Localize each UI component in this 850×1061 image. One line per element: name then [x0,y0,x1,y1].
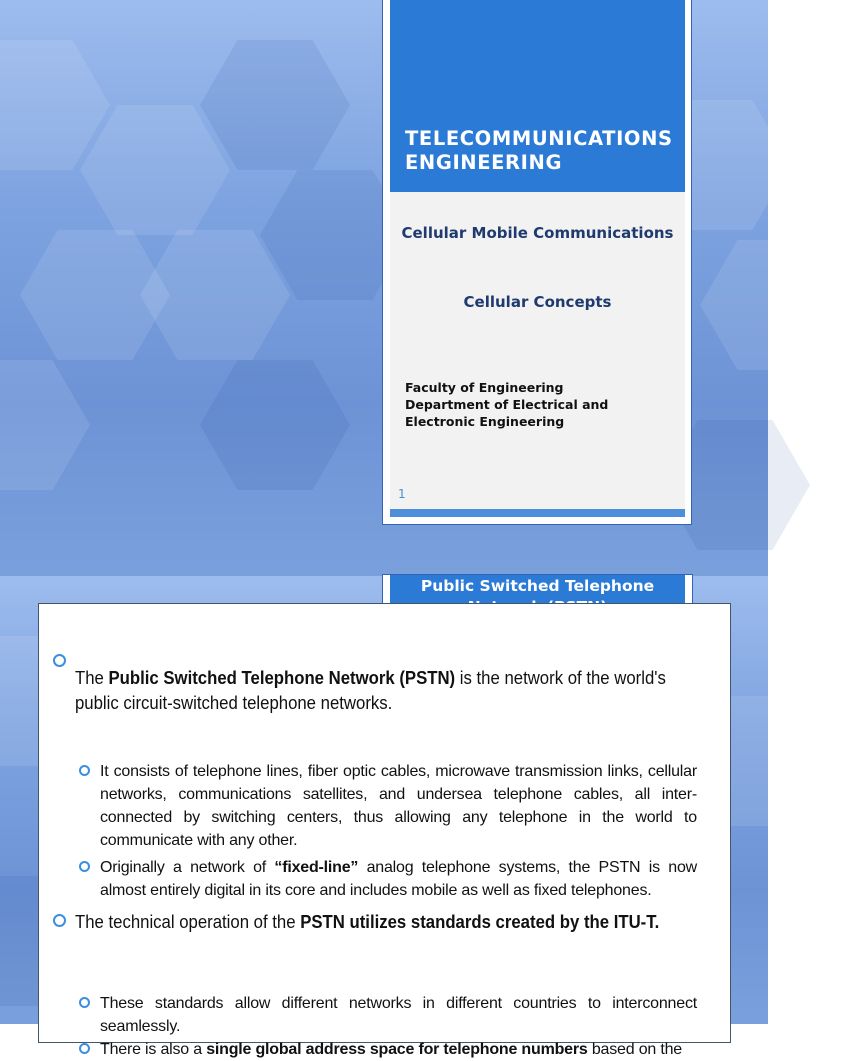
slide-1 [0,0,768,576]
slide-heading: Public Switched Telephone [390,575,685,624]
bullet-bold-text: PSTN utilizes standards created by the ITU-T. [300,912,660,932]
bullet-pstn-definition [75,666,699,716]
sub-bullet-interconnect: These standards allow different networks in different countries to interconnect seamlessly. [100,995,697,1035]
bullet-ring-icon [53,654,66,667]
bullet-itu-standards [75,910,699,935]
sub-bullet-text: Originally a network of [100,859,275,876]
sub-bullet-ring-icon [79,861,90,872]
bullet-text: is the network of the world's public circuit-switched telephone networks. [75,668,666,713]
bullet-text: The technical operation of the [75,912,301,932]
title-slide-content [390,0,685,517]
accent-bar [390,509,685,517]
department-line: Department of Electrical and Electronic Engineering [405,397,609,429]
bullet-ring-icon [53,914,66,927]
title-band [390,0,685,192]
slide-title: TELECOMMUNICATIONS ENGINEERING [405,127,673,174]
sub-bullet-infrastructure: It consists of telephone lines, fiber optic cables, microwave transmission links, cellular networks, communications satellites, and undersea telephone cables, all inter-connected by switching centers, thus allowing any telephone in the world to communicate with any other. [100,763,697,849]
sub-bullet-text: analog telephone systems, the PSTN is now almost entirely digital in its core and includes mobile as well as fixed telephones. [100,859,698,899]
faculty-line: Faculty of Engineering [405,380,564,395]
sub-bullet-ring-icon [79,765,90,776]
page-number: 1 [398,487,406,501]
sub-bullet-text: There is also a [100,1041,207,1058]
title-slide-panel [382,0,692,525]
course-title: Cellular Mobile Communications [401,224,674,242]
topic-title: Cellular Concepts [463,293,612,311]
bullet-bold-text: Public Switched Telephone Network (PSTN) [108,668,456,688]
sub-bullet-fixed-line [100,856,697,902]
slide-2 [0,576,768,1058]
sub-bullet-address-space [100,1038,697,1061]
bullet-text: The [75,668,109,688]
sub-bullet-bold-text: single global address space for telephone numbers [206,1041,588,1058]
sub-bullet-bold-text: “fixed-line” [274,859,359,876]
faculty-info [405,379,665,430]
content-box [38,603,731,1058]
sub-bullet-ring-icon [79,1043,90,1054]
sub-bullet-ring-icon [79,997,90,1008]
sub-bullet-text: based on the [587,1041,682,1058]
